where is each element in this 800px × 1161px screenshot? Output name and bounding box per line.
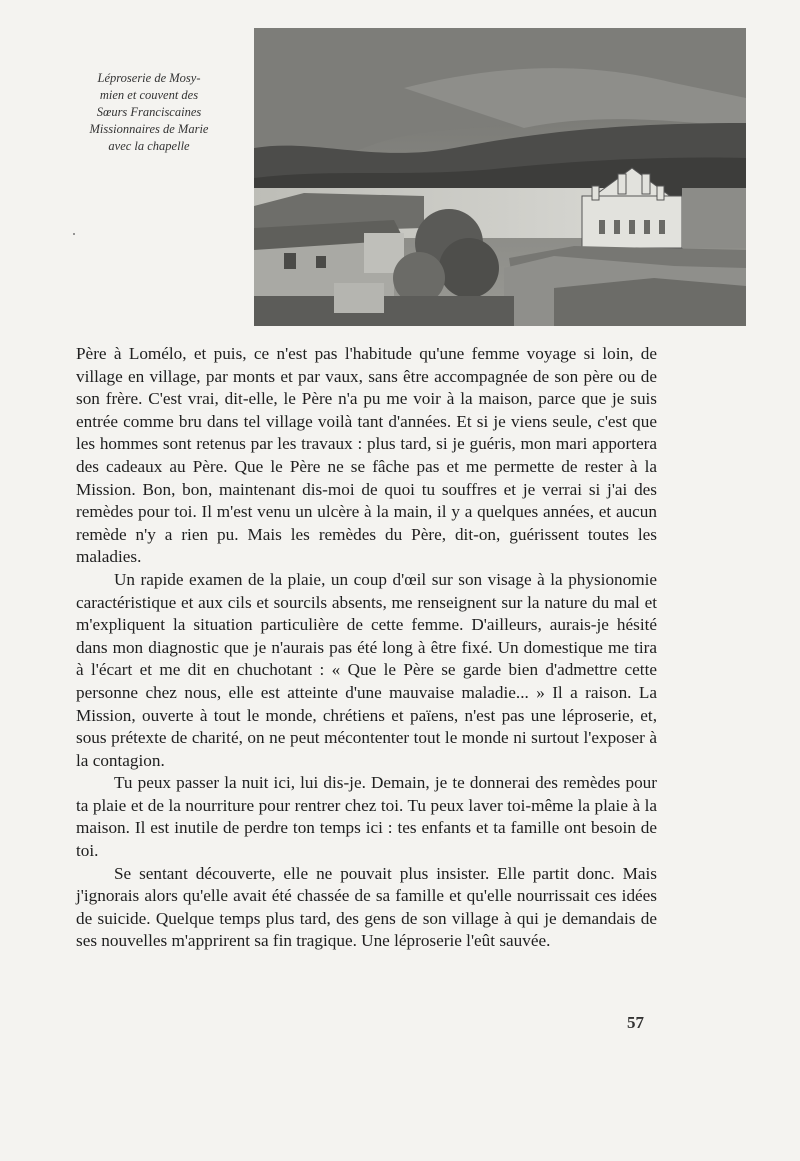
paragraph: Se sentant découverte, elle ne pouvait plus insister. Elle partit donc. Mais j'ignorais alors qu'elle avait été chassée de sa famille et qu'elle nourrissait ces idées de suicide. Quelque temps plus tard, des gens de son village à qui je demandais de ses nouvelles m'apprirent sa fin tragique. Une léproserie l'eût sauvée.	[76, 863, 657, 951]
caption-line: Léproserie de Mosy-	[97, 71, 201, 85]
page-number: 57	[627, 1013, 644, 1032]
caption-line: avec la chapelle	[108, 139, 190, 153]
paragraph: Un rapide examen de la plaie, un coup d'œil sur son visage à la physionomie caractéristique et aux cils et sourcils absents, me renseignent sur la nature du mal et m'expliquent la situation particulière de cette femme. D'ailleurs, aurais-je hésité dans mon diagnostic que je n'aurais pas été long à être fixé. Un domestique me tira à l'écart et me dit en chuchotant : « Que le Père se garde bien d'admettre cette personne chez nous, elle est atteinte d'une mauvaise maladie... » Il a raison. La Mission, ouverte à tout le monde, chrétiens et païens, n'est pas une léproserie, et, sous prétexte de charité, on ne peut mécontenter tout le monde ni surtout l'exposer à la contagion.	[76, 569, 657, 770]
paragraph: Tu peux passer la nuit ici, lui dis-je. Demain, je te donnerai des remèdes pour ta plaie et de la nourriture pour rentrer chez toi. Tu peux laver toi-même la plaie à la maison. Il est inutile de perdre ton temps ici : tes enfants et ta famille ont besoin de toi.	[76, 773, 657, 861]
caption-line: Sœurs Franciscaines	[96, 105, 202, 119]
paragraph: Père à Lomélo, et puis, ce n'est pas l'habitude qu'une femme voyage si loin, de village en village, par monts et par vaux, sans être accompagnée de son père ou de son frère. C'est vrai, dit-elle, le Père n'a pu me voir à la maison, parce que je suis entrée comme bru dans tel village voilà tant d'années. Et si je viens seule, c'est que les hommes sont retenus par les travaux : plus tard, si je guéris, mon mari apportera des cadeaux au Père. Que le Père ne se fâche pas et me permette de rester à la Mission. Bon, bon, maintenant dis-moi de quoi tu souffres et je verrai si j'ai des remèdes pour toi. Il m'est venu un ulcère à la main, il y a quelques années, et aucun remède n'y a rien pu. Mais les remèdes du Père, dit-on, guérissent toutes les maladies.	[76, 344, 657, 567]
body-text	[76, 343, 657, 953]
caption-line: Missionnaires de Marie	[89, 122, 209, 136]
print-speck	[73, 233, 75, 235]
photo-caption	[74, 70, 224, 155]
leprosarium-photo	[254, 28, 746, 326]
caption-line: mien et couvent des	[99, 88, 199, 102]
